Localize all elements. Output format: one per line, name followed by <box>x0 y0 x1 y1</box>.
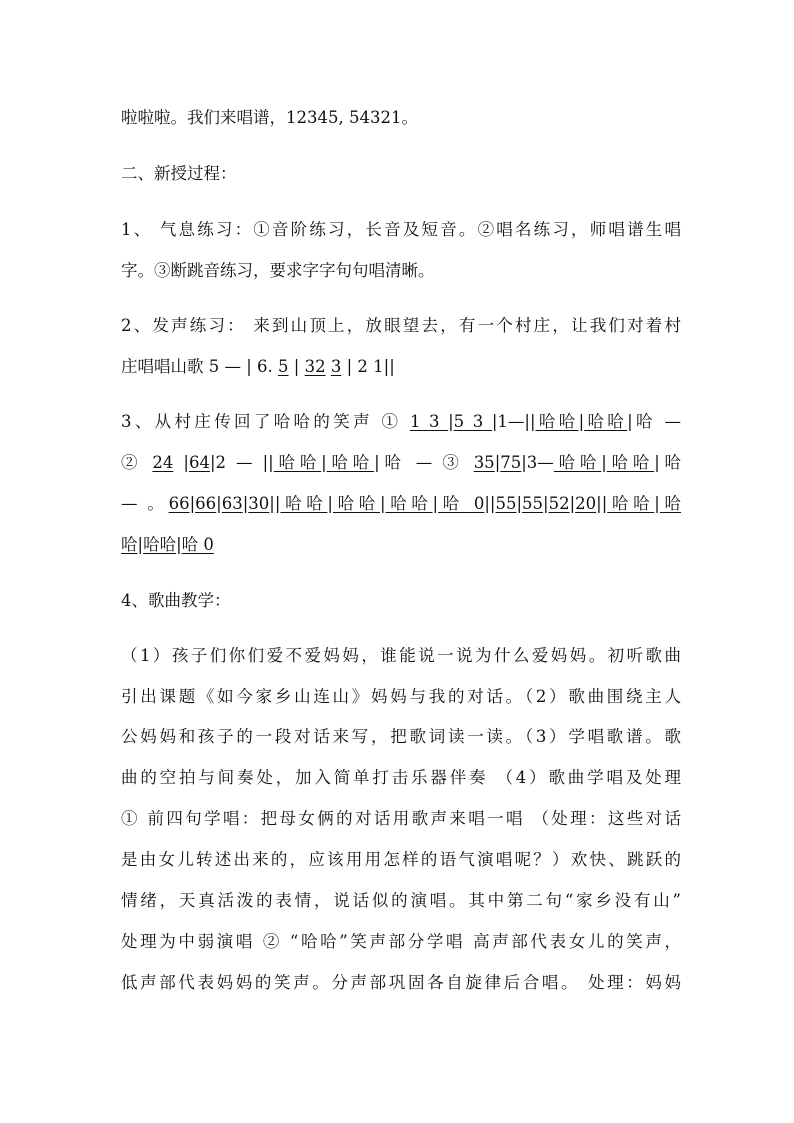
notation-text: | <box>137 535 144 554</box>
notation-underlined: 55 <box>522 494 544 513</box>
notation-text: |2 — || <box>209 453 274 472</box>
notation-text: || <box>596 494 608 513</box>
notation-text: | <box>173 453 189 472</box>
notation-underlined: 哈哈 <box>143 535 177 554</box>
notation-text: | <box>288 357 305 376</box>
notation-text: | <box>494 453 501 472</box>
paragraph-line: 啦啦啦。我们来唱谱，12345, 54321。 <box>121 108 418 127</box>
paragraph-line: 处理为中弱演唱 ② “哈哈”笑声部分学唱 高声部代表女儿的笑声， <box>121 932 681 951</box>
notation-underlined: 64 <box>188 453 210 472</box>
notation-underlined: 哈 <box>121 535 138 554</box>
notation-underlined: 哈哈 <box>584 412 628 431</box>
notation-line <box>121 355 681 379</box>
notation-underlined: 哈哈 <box>385 494 433 513</box>
notation-underlined: 35 <box>473 453 495 472</box>
notation-text: | <box>654 494 660 513</box>
notation-underlined: 52 <box>548 494 570 513</box>
notation-underlined: 75 <box>500 453 522 472</box>
notation-text: | <box>379 494 386 513</box>
notation-underlined: 63 <box>221 494 243 513</box>
notation-text: ② <box>121 453 153 472</box>
paragraph-line: （1）孩子们你们爱不爱妈妈，谁能说一说为什么爱妈妈。初听歌曲 <box>121 646 681 665</box>
notation-underlined: 24 <box>152 453 174 472</box>
notation-line <box>121 451 681 475</box>
notation-text: | <box>601 453 607 472</box>
paragraph-line: 1、 气息练习：①音阶练习，长音及短音。②唱名练习，师唱谱生唱 <box>121 220 681 239</box>
paragraph-line: 情绪，天真活泼的表情，说话似的演唱。其中第二句“家乡没有山” <box>121 891 681 910</box>
notation-underlined: 66 <box>168 494 190 513</box>
notation-text: 3、从村庄传回了哈哈的笑声 ① <box>121 412 410 431</box>
notation-text: |哈 — ③ <box>374 453 474 472</box>
notation-underlined: 55 <box>495 494 517 513</box>
notation-text: |哈 — <box>627 412 681 431</box>
notation-text: | <box>569 494 576 513</box>
notation-underlined: 哈哈 <box>606 453 655 472</box>
notation-text: |3— <box>521 453 554 472</box>
paragraph-line: 低声部代表妈妈的笑声。分声部巩固各自旋律后合唱。 处理：妈妈 <box>121 973 681 992</box>
notation-underlined: 哈哈 <box>332 494 380 513</box>
notation-text: | <box>242 494 249 513</box>
notation-line <box>121 533 681 557</box>
notation-text: — 。 <box>121 494 169 513</box>
notation-underlined: 哈哈 <box>280 494 328 513</box>
section-heading: 4、歌曲教学： <box>121 591 231 610</box>
notation-text: | <box>189 494 196 513</box>
paragraph-line: 2、发声练习： 来到山顶上，放眼望去，有一个村庄，让我们对着村 <box>121 316 681 335</box>
section-heading: 二、新授过程： <box>121 164 237 183</box>
notation-underlined: 30 <box>248 494 270 513</box>
notation-underlined: 哈 0 <box>438 494 485 513</box>
notation-underlined: 20 <box>575 494 597 513</box>
notation-underlined: 哈哈 <box>273 453 322 472</box>
notation-text: | <box>516 494 523 513</box>
notation-underlined: 5 3 <box>453 412 492 431</box>
notation-underlined: 哈哈 <box>535 412 579 431</box>
paragraph-line: 公妈妈和孩子的一段对话来写，把歌词读一读。（3）学唱歌谱。歌 <box>121 727 681 746</box>
notation-line <box>121 492 681 516</box>
notation-text: || <box>484 494 496 513</box>
notation-underlined: 哈哈 <box>553 453 602 472</box>
notation-text: | <box>578 412 585 431</box>
paragraph-line: 是由女儿转述出来的，应该用用怎样的语气演唱呢？）欢快、跳跃的 <box>121 850 681 869</box>
notation-text: | <box>321 453 327 472</box>
notation-underlined: 哈 0 <box>181 535 214 554</box>
notation-line <box>121 410 681 434</box>
paragraph-line: 曲的空拍与间奏处，加入简单打击乐器伴奏 （4）歌曲学唱及处理 <box>121 768 681 787</box>
notation-text: | <box>216 494 222 513</box>
notation-text: |1—|| <box>491 412 536 431</box>
notation-underlined: 3 <box>330 357 342 376</box>
notation-text: | 2 1|| <box>341 357 395 376</box>
notation-underlined: 哈 <box>659 494 682 513</box>
notation-underlined: 哈哈 <box>607 494 655 513</box>
notation-underlined: 5 <box>278 357 289 376</box>
notation-underlined: 1 3 <box>409 412 449 431</box>
notation-underlined: 66 <box>195 494 217 513</box>
notation-text: | <box>543 494 549 513</box>
notation-underlined: 哈哈 <box>326 453 375 472</box>
notation-text: | <box>176 535 182 554</box>
notation-underlined: 32 <box>304 357 326 376</box>
paragraph-line: 字。③断跳音练习，要求字字句句唱清晰。 <box>121 261 435 280</box>
notation-text: || <box>269 494 281 513</box>
paragraph-line: 引出课题《如今家乡山连山》妈妈与我的对话。（2）歌曲围绕主人 <box>121 687 681 706</box>
notation-text: | <box>432 494 439 513</box>
notation-text: | <box>448 412 454 431</box>
notation-text: |哈 <box>654 453 682 472</box>
notation-text: | <box>327 494 333 513</box>
paragraph-line: ① 前四句学唱：把母女俩的对话用歌声来唱一唱 （处理：这些对话 <box>121 809 681 828</box>
notation-text: 庄唱唱山歌 5 — | 6. <box>121 357 279 376</box>
